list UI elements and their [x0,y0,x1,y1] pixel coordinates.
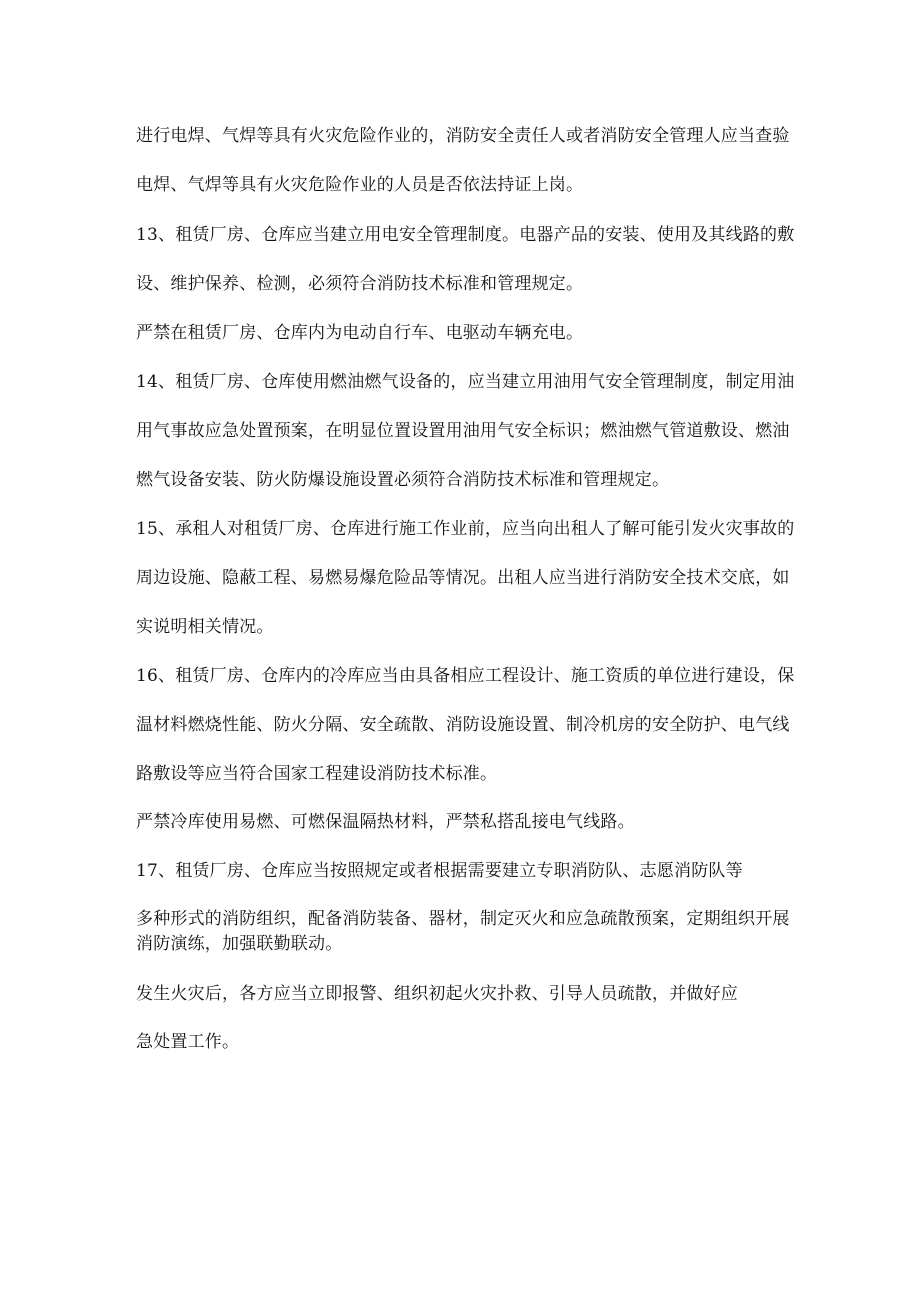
text-line: 急处置工作。 [136,1032,240,1052]
text-line: 路敷设等应当符合国家工程建设消防技术标准。 [136,764,498,784]
text-line: 设、维护保养、检测，必须符合消防技术标准和管理规定。 [136,274,584,294]
text-line: 周边设施、隐蔽工程、易燃易爆危险品等情况。出租人应当进行消防安全技术交底，如 [136,568,790,588]
text-line: 燃气设备安装、防火防爆设施设置必须符合消防技术标准和管理规定。 [136,470,670,490]
text-line: 温材料燃烧性能、防火分隔、安全疏散、消防设施设置、制冷机房的安全防护、电气线 [136,715,790,735]
text-line: 严禁冷库使用易燃、可燃保温隔热材料，严禁私搭乱接电气线路。 [136,812,635,832]
text-line: 实说明相关情况。 [136,617,274,637]
text-line: 16、租赁厂房、仓库内的冷库应当由具备相应工程设计、施工资质的单位进行建设，保 [136,666,795,686]
text-line: 14、租赁厂房、仓库使用燃油燃气设备的，应当建立用油用气安全管理制度，制定用油 [136,372,795,392]
text-line: 严禁在租赁厂房、仓库内为电动自行车、电驱动车辆充电。 [136,323,584,343]
text-line: 15、承租人对租赁厂房、仓库进行施工作业前，应当向出租人了解可能引发火灾事故的 [136,519,795,539]
text-line: 进行电焊、气焊等具有火灾危险作业的，消防安全责任人或者消防安全管理人应当查验 [136,126,790,146]
text-paragraph: 多种形式的消防组织，配备消防装备、器材，制定灭火和应急疏散预案，定期组织开展消防演练，加强联勤联动。 [136,909,790,954]
text-line: 17、租赁厂房、仓库应当按照规定或者根据需要建立专职消防队、志愿消防队等 [136,861,743,881]
text-line: 用气事故应急处置预案，在明显位置设置用油用气安全标识；燃油燃气管道敷设、燃油 [136,421,790,441]
text-line: 发生火灾后，各方应当立即报警、组织初起火灾扑救、引导人员疏散，并做好应 [136,984,738,1004]
text-line: 13、租赁厂房、仓库应当建立用电安全管理制度。电器产品的安装、使用及其线路的敷 [136,225,795,245]
text-line: 电焊、气焊等具有火灾危险作业的人员是否依法持证上岗。 [136,175,584,195]
